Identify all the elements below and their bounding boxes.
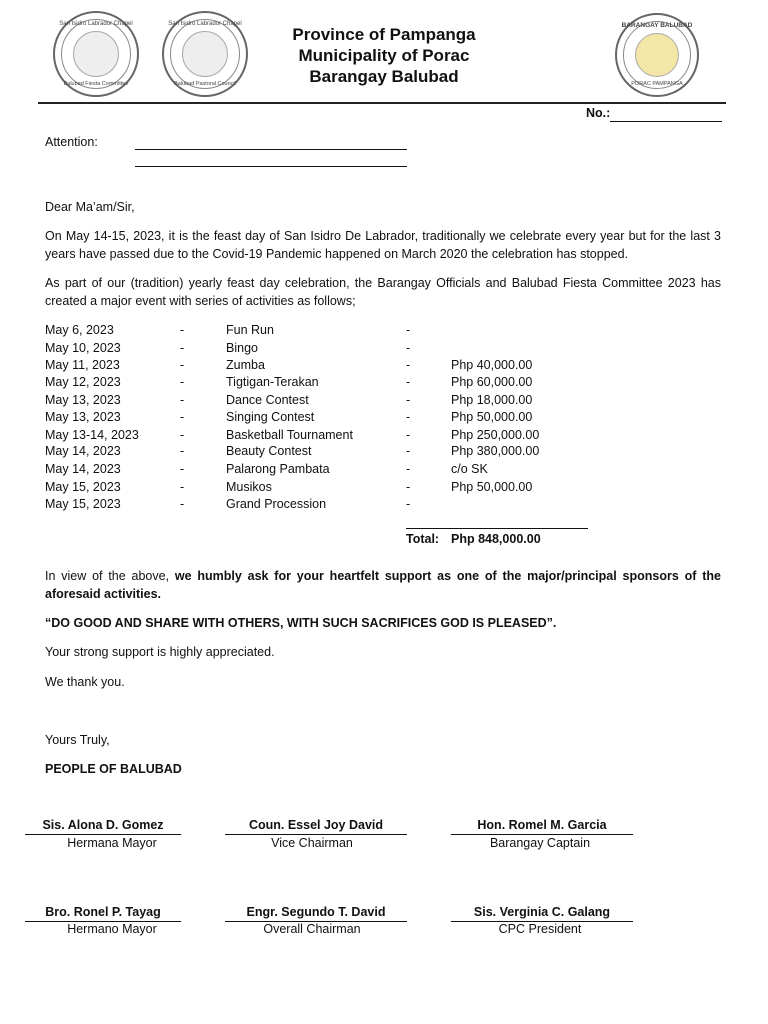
seal-subtext: Balubad Fiesta Committee [63, 80, 129, 87]
separator: - [180, 410, 185, 424]
quote: “DO GOOD AND SHARE WITH OTHERS, WITH SUCH SACRIFICES GOD IS PLEASED”. [45, 616, 557, 630]
activity-name: Fun Run [226, 323, 274, 337]
activity-date: May 13-14, 2023 [45, 428, 139, 442]
attention-label: Attention: [45, 135, 98, 149]
activity-date: May 10, 2023 [45, 341, 121, 355]
activity-row [45, 428, 645, 445]
activity-row [45, 410, 645, 427]
activity-date: May 6, 2023 [45, 323, 114, 337]
paragraph-intro: On May 14-15, 2023, it is the feast day of San Isidro De Labrador, traditionally we celebrate every year but for the last 3 years have passed due to the Covid-19 Pandemic happened on March 2020 the celebration has stopped. [45, 229, 721, 261]
activity-date: May 11, 2023 [45, 358, 120, 372]
activity-row [45, 341, 645, 358]
activity-name: Beauty Contest [226, 444, 312, 458]
signatory-name: Hon. Romel M. Garcia [451, 818, 633, 835]
seal-subtext: PORAC PAMPANGA [631, 80, 683, 87]
signatory-title: Overall Chairman [263, 922, 361, 936]
seal-text: BARANGAY BALUBAD [621, 22, 693, 29]
signatory-title: CPC President [498, 922, 582, 936]
header-divider [38, 102, 726, 104]
separator: - [180, 375, 185, 389]
separator: - [180, 480, 185, 494]
request-intro: In view of the above, [45, 569, 175, 583]
seal-subtext: Balubad Pastoral Council [174, 80, 236, 87]
sender-group: PEOPLE OF BALUBAD [45, 762, 182, 776]
activity-row [45, 375, 645, 392]
activity-row [45, 462, 645, 479]
activity-amount: Php 50,000.00 [451, 480, 533, 494]
province-line: Province of Pampanga [292, 25, 476, 44]
number-line [610, 121, 722, 122]
activity-row [45, 480, 645, 497]
separator: - [406, 497, 411, 511]
separator: - [180, 462, 185, 476]
separator: - [406, 428, 411, 442]
activity-name: Basketball Tournament [226, 428, 353, 442]
separator: - [406, 375, 411, 389]
activity-name: Bingo [226, 341, 258, 355]
activity-amount: c/o SK [451, 462, 488, 476]
attention-line-1 [135, 149, 407, 150]
activity-amount: Php 60,000.00 [451, 375, 533, 389]
separator: - [180, 497, 185, 511]
activity-date: May 13, 2023 [45, 410, 121, 424]
separator: - [406, 462, 411, 476]
separator: - [180, 428, 185, 442]
activity-row [45, 358, 645, 375]
total-rule [406, 528, 588, 529]
support-note: Your strong support is highly appreciated. [45, 645, 275, 659]
activity-amount: Php 18,000.00 [451, 393, 533, 407]
separator: - [180, 444, 185, 458]
separator: - [406, 410, 411, 424]
barangay-line: Barangay Balubad [309, 67, 459, 86]
separator: - [406, 393, 411, 407]
activity-name: Palarong Pambata [226, 462, 330, 476]
activity-date: May 15, 2023 [45, 480, 121, 494]
activity-date: May 14, 2023 [45, 444, 121, 458]
activity-row [45, 393, 645, 410]
separator: - [180, 358, 185, 372]
activity-amount: Php 250,000.00 [451, 428, 540, 442]
signatory-name: Engr. Segundo T. David [225, 905, 407, 922]
paragraph-request [45, 567, 721, 603]
attention-line-2 [135, 166, 407, 167]
activity-amount: Php 50,000.00 [451, 410, 533, 424]
signatory-title: Hermano Mayor [67, 922, 157, 936]
activity-name: Zumba [226, 358, 265, 372]
signatory-name: Bro. Ronel P. Tayag [25, 905, 181, 922]
activity-name: Musikos [226, 480, 272, 494]
activity-amount: Php 380,000.00 [451, 444, 540, 458]
request-appeal: we humbly ask for your heartfelt support as one of the major/principal sponsors of the aforesaid activities. [45, 569, 721, 601]
seal-text: San Isidro Labrador Chapel [168, 21, 242, 27]
pastoral-council-seal-logo [162, 11, 248, 97]
activity-row [45, 497, 645, 514]
activity-name: Singing Contest [226, 410, 315, 424]
separator: - [406, 323, 411, 337]
separator: - [180, 341, 185, 355]
separator: - [406, 444, 411, 458]
separator: - [406, 480, 411, 494]
signatory-name: Sis. Alona D. Gomez [25, 818, 181, 835]
activity-date: May 13, 2023 [45, 393, 121, 407]
barangay-seal-logo [615, 13, 699, 97]
signatory-name: Coun. Essel Joy David [225, 818, 407, 835]
separator: - [406, 341, 411, 355]
activity-name: Dance Contest [226, 393, 309, 407]
number-label: No.: [586, 106, 611, 120]
chapel-seal-logo [53, 11, 139, 97]
paragraph-event: As part of our (tradition) yearly feast day celebration, the Barangay Officials and Balubad Fiesta Committee 2023 has created a major event with series of activities as follows; [45, 276, 721, 308]
letterhead [250, 24, 518, 87]
activity-name: Tigtigan-Terakan [226, 375, 319, 389]
separator: - [406, 358, 411, 372]
signatory-name: Sis. Verginia C. Galang [451, 905, 633, 922]
separator: - [180, 323, 185, 337]
activity-row [45, 444, 645, 461]
signatory-title: Hermana Mayor [67, 836, 157, 850]
signatory-title: Vice Chairman [271, 836, 353, 850]
activity-date: May 15, 2023 [45, 497, 121, 511]
activity-date: May 14, 2023 [45, 462, 121, 476]
closing: Yours Truly, [45, 733, 110, 747]
total-amount: Php 848,000.00 [451, 532, 541, 546]
salutation: Dear Ma’am/Sir, [45, 200, 135, 214]
activity-row [45, 323, 645, 340]
municipality-line: Municipality of Porac [298, 46, 470, 65]
activity-date: May 12, 2023 [45, 375, 121, 389]
seal-text: San Isidro Labrador Chapel [59, 21, 133, 27]
total-label: Total: [406, 532, 440, 546]
thanks-note: We thank you. [45, 675, 125, 689]
activity-amount: Php 40,000.00 [451, 358, 533, 372]
separator: - [180, 393, 185, 407]
signatory-title: Barangay Captain [489, 836, 591, 850]
activity-name: Grand Procession [226, 497, 327, 511]
